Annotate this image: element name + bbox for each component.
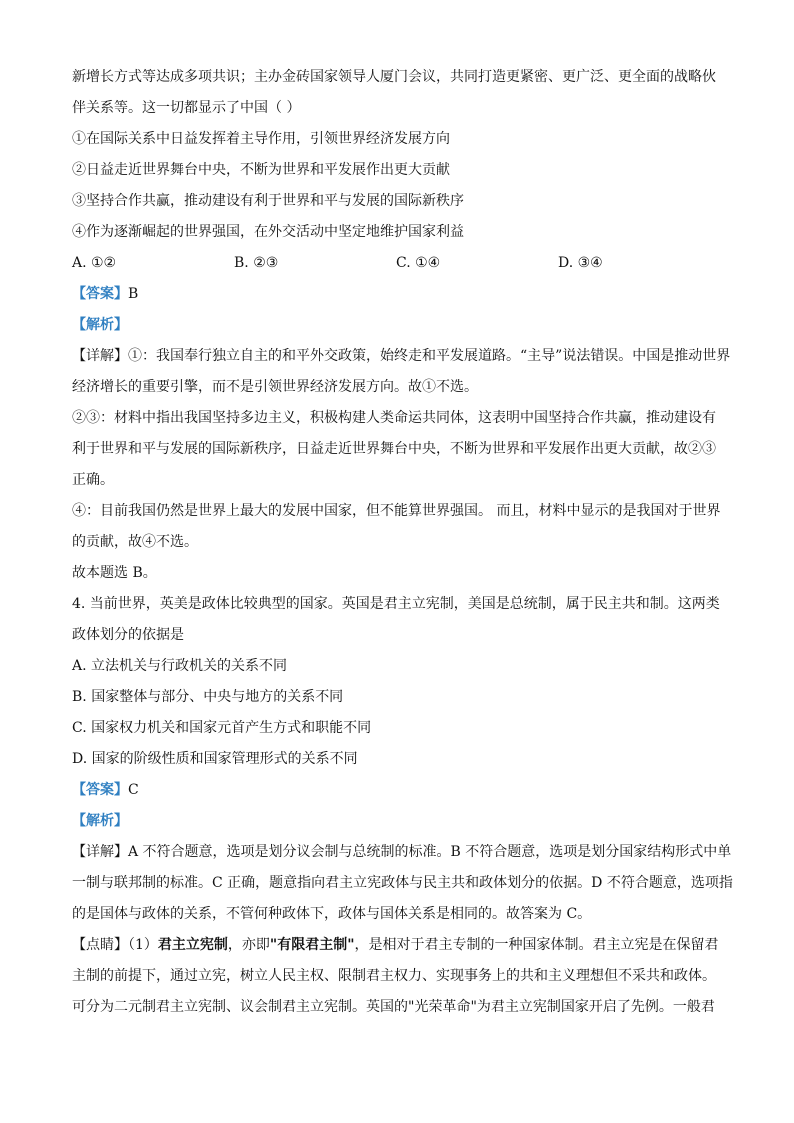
q3-options (72, 248, 724, 279)
q4-analysis (72, 806, 724, 837)
term-limited-monarchy: "有限君主制" (269, 937, 355, 953)
q3-answer (72, 279, 724, 310)
q3-analysis (72, 310, 724, 341)
q4-option-d: D. 国家的阶级性质和国家管理形式的关系不同 (72, 751, 358, 767)
q4-stem-line: 政体划分的依据是 (72, 627, 184, 643)
document-page (72, 62, 733, 1023)
point-text: ，亦即 (227, 937, 270, 953)
q3-item: ④作为逐渐崛起的世界强国，在外交活动中坚定地维护国家利益 (72, 224, 464, 240)
q3-option-c: C. ①④ (396, 255, 441, 271)
answer-tag: 【答案】 (72, 782, 128, 798)
q3-detail: 的贡献，故④不选。 (72, 534, 198, 550)
answer-tag: 【答案】 (72, 286, 128, 302)
q3-option-d: D. ③④ (558, 255, 603, 271)
q3-item: ③坚持合作共赢，推动建设有利于世界和平与发展的国际新秩序 (72, 193, 464, 209)
answer-value: C (128, 782, 139, 798)
q4-point: 主制的前提下，通过立宪，树立人民主权、限制君主权力、实现事务上的共和主义理想但不采共和政体。 (72, 968, 716, 984)
q4-option-a: A. 立法机关与行政机关的关系不同 (72, 658, 288, 674)
detail-tag: 【详解】 (72, 844, 128, 860)
q4-detail: 一制与联邦制的标准。C 正确，题意指向君主立宪政体与民主共和政体划分的依据。D 不符合题意，选项指 (72, 875, 733, 891)
q4-option-c: C. 国家权力机关和国家元首产生方式和职能不同 (72, 720, 372, 736)
q3-detail: 利于世界和平与发展的国际新秩序，日益走近世界舞台中央，不断为世界和平发展作出更大贡献，故②③ (72, 441, 716, 457)
analysis-tag: 【解析】 (72, 317, 128, 333)
analysis-tag: 【解析】 (72, 813, 128, 829)
q4-detail: 的是国体与政体的关系，不管何种政体下，政体与国体关系是相同的。故答案为 C。 (72, 906, 592, 922)
point-prefix: （1） (128, 937, 158, 953)
q3-detail: ②③：材料中指出我国坚持多边主义，积极构建人类命运共同体，这表明中国坚持合作共赢，推动建设有 (72, 410, 716, 426)
q3-item: ②日益走近世界舞台中央，不断为世界和平发展作出更大贡献 (72, 162, 450, 178)
detail-text: ①：我国奉行独立自主的和平外交政策，始终走和平发展道路。“主导”说法错误。中国是推动世界 (128, 348, 731, 364)
q3-detail: 正确。 (72, 472, 114, 488)
point-text: ，是相对于君主专制的一种国家体制。君主立宪是在保留君 (354, 937, 719, 953)
q3-item: ①在国际关系中日益发挥着主导作用，引领世界经济发展方向 (72, 131, 450, 147)
q3-detail: ④：目前我国仍然是世界上最大的发展中国家，但不能算世界强国。 而且，材料中显示的是我国对于世界 (72, 503, 721, 519)
q3-stem-line: 伴关系等。这一切都显示了中国（ ） (72, 100, 301, 116)
q3-detail: 经济增长的重要引擎，而不是引领世界经济发展方向。故①不选。 (72, 379, 478, 395)
term-constitutional-monarchy: 君主立宪制 (157, 937, 228, 953)
detail-tag: 【详解】 (72, 348, 128, 364)
point-tag: 【点睛】 (72, 937, 128, 953)
q4-point: 可分为二元制君主立宪制、议会制君主立宪制。英国的"光荣革命"为君主立宪制国家开启了先例。一般君 (72, 999, 715, 1015)
q4-point (72, 930, 724, 961)
q3-option-b: B. ②③ (234, 255, 279, 271)
detail-text: A 不符合题意，选项是划分议会制与总统制的标准。B 不符合题意，选项是划分国家结构形式中单 (128, 844, 732, 860)
q4-detail (72, 837, 732, 868)
q3-option-a: A. ①② (72, 255, 117, 271)
q3-stem-line: 新增长方式等达成多项共识；主办金砖国家领导人厦门会议，共同打造更紧密、更广泛、更全面的战略伙 (72, 69, 716, 85)
q4-stem-line: 4. 当前世界，英美是政体比较典型的国家。英国是君主立宪制，美国是总统制，属于民主共和制。这两类 (72, 596, 720, 612)
q3-detail (72, 341, 731, 372)
answer-value: B (128, 286, 139, 302)
q4-option-b: B. 国家整体与部分、中央与地方的关系不同 (72, 689, 344, 705)
q4-answer (72, 775, 724, 806)
q3-conclusion: 故本题选 B。 (72, 565, 157, 581)
